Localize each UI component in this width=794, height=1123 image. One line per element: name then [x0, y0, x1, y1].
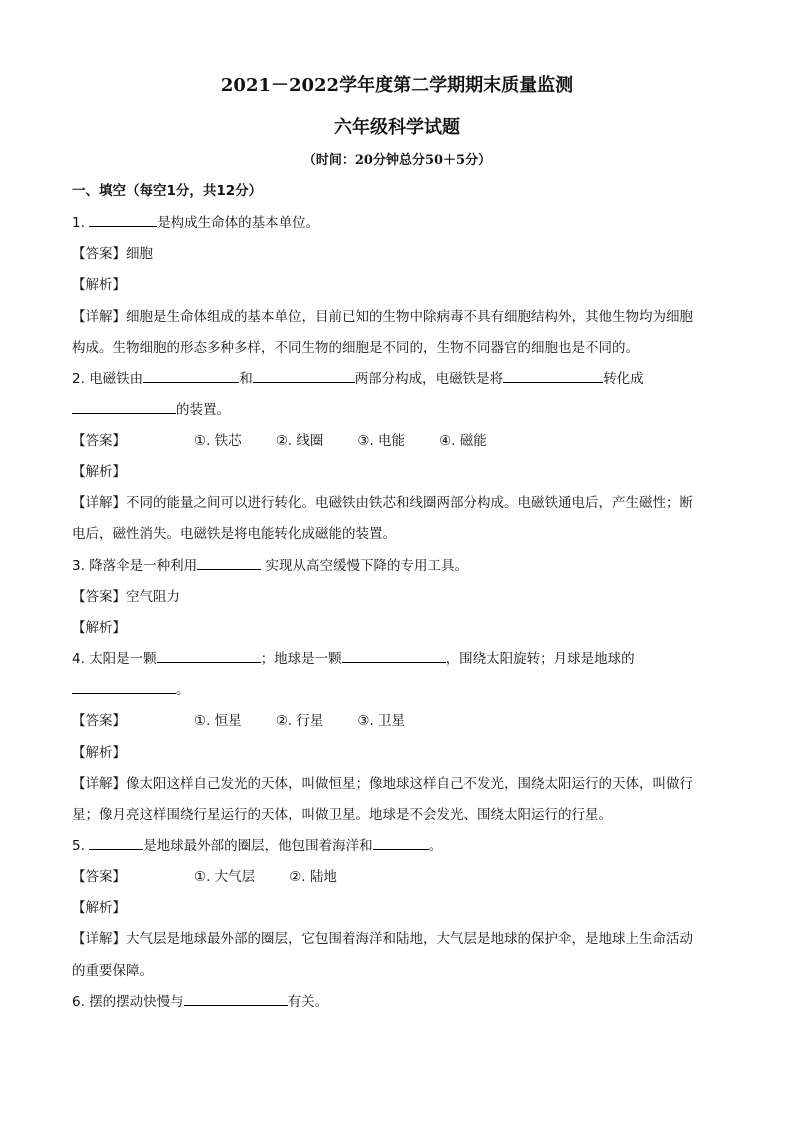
detail-continuation: 构成。生物细胞的形态多种多样，不同生物的细胞是不同的，生物不同器官的细胞也是不同的。 — [72, 340, 639, 356]
detail-text: 不同的能量之间可以进行转化。电磁铁由铁芯和线圈两部分构成。电磁铁通电后，产生磁性；断 — [126, 495, 693, 511]
question-text: 。 — [176, 682, 190, 698]
question-3 — [72, 556, 468, 576]
detail-continuation: 星；像月亮这样围绕行星运行的天体，叫做卫星。地球是不会发光、围绕太阳运行的行星。 — [72, 807, 612, 823]
answer-blank — [373, 836, 429, 850]
detail-line — [72, 774, 693, 794]
answer-blank — [197, 556, 261, 570]
question-text: 有关。 — [287, 994, 329, 1010]
answer-tag: 【答案】 — [72, 869, 126, 885]
answer-blank — [72, 400, 176, 414]
question-6 — [72, 992, 328, 1012]
section-heading: 一、填空（每空1分，共12分） — [72, 183, 263, 199]
detail-continuation: 的重要保障。 — [72, 963, 153, 979]
detail-text: 像太阳这样自己发光的天体，叫做恒星；像地球这样自己不发光，围绕太阳运行的天体，叫做行 — [126, 776, 693, 792]
answer-item: ①. 铁芯 — [194, 433, 242, 449]
answer-line — [72, 244, 153, 264]
question-5 — [72, 836, 442, 856]
answer-line — [72, 711, 405, 731]
question-number: 1. — [72, 215, 85, 231]
detail-tag: 【详解】 — [72, 309, 126, 325]
answer-text: 细胞 — [126, 246, 153, 262]
detail-tag: 【详解】 — [72, 495, 126, 511]
question-text: 实现从高空缓慢下降的专用工具。 — [261, 558, 468, 574]
question-1 — [72, 213, 319, 233]
question-text: 电磁铁由 — [89, 371, 144, 387]
question-text: 是构成生命体的基本单位。 — [157, 215, 320, 231]
answer-tag: 【答案】 — [72, 713, 126, 729]
answer-blank — [342, 649, 446, 663]
exam-time-note: （时间：20分钟总分50＋5分） — [302, 153, 492, 168]
detail-text: 大气层是地球最外部的圈层，它包围着海洋和陆地，大气层是地球的保护伞，是地球上生命活动 — [126, 931, 693, 947]
exam-title: 2021－2022学年度第二学期期末质量监测 — [220, 75, 574, 96]
question-2-continuation — [72, 400, 230, 420]
detail-line — [72, 307, 693, 327]
analysis-tag: 【解析】 — [72, 277, 126, 293]
answer-blank — [157, 649, 261, 663]
answer-item: ③. 卫星 — [357, 713, 406, 729]
answer-item: ②. 陆地 — [289, 869, 337, 885]
question-text: 降落伞是一种利用 — [89, 558, 198, 574]
question-text: 两部分构成，电磁铁是将 — [354, 371, 504, 387]
question-text: 的装置。 — [176, 402, 230, 418]
detail-text: 细胞是生命体组成的基本单位，目前已知的生物中除病毒不具有细胞结构外，其他生物均为细胞 — [126, 309, 693, 325]
answer-tag: 【答案】 — [72, 589, 126, 605]
answer-line — [72, 587, 180, 607]
question-4 — [72, 649, 635, 669]
answer-tag: 【答案】 — [72, 246, 126, 262]
answer-blank — [89, 836, 143, 850]
question-text: 。 — [428, 838, 443, 854]
analysis-tag: 【解析】 — [72, 745, 126, 761]
answer-line — [72, 431, 487, 451]
answer-blank — [184, 992, 288, 1006]
answer-item: ①. 恒星 — [194, 713, 242, 729]
analysis-tag: 【解析】 — [72, 620, 126, 636]
detail-tag: 【详解】 — [72, 776, 126, 792]
analysis-tag: 【解析】 — [72, 464, 126, 480]
detail-line — [72, 493, 693, 513]
question-2 — [72, 369, 644, 389]
question-4-continuation — [72, 680, 190, 700]
answer-blank — [143, 369, 239, 383]
exam-subtitle: 六年级科学试题 — [334, 117, 460, 138]
question-text: 转化成 — [603, 371, 644, 387]
answer-item: ②. 行星 — [275, 713, 324, 729]
answer-item: ①. 大气层 — [194, 869, 256, 885]
question-text: 和 — [239, 371, 253, 387]
answer-blank — [503, 369, 603, 383]
analysis-tag: 【解析】 — [72, 900, 126, 916]
answer-blank — [72, 680, 176, 694]
answer-item: ③. 电能 — [357, 433, 406, 449]
answer-item: ④. 磁能 — [439, 433, 487, 449]
answer-text: 空气阻力 — [126, 589, 180, 605]
question-text: ，围绕太阳旋转；月球是地球的 — [445, 651, 635, 667]
question-number: 4. — [72, 651, 85, 667]
answer-blank — [253, 369, 355, 383]
question-text: 太阳是一颗 — [89, 651, 157, 667]
answer-tag: 【答案】 — [72, 433, 126, 449]
answer-blank — [89, 213, 157, 227]
question-number: 5. — [72, 838, 85, 854]
detail-continuation: 电后，磁性消失。电磁铁是将电能转化成磁能的装置。 — [72, 526, 396, 542]
question-text: ；地球是一颗 — [260, 651, 342, 667]
answer-line — [72, 867, 337, 887]
answer-item: ②. 线圈 — [275, 433, 324, 449]
question-text: 摆的摆动快慢与 — [89, 994, 184, 1010]
question-number: 2. — [72, 371, 85, 387]
question-text: 是地球最外部的圈层，他包围着海洋和 — [143, 838, 373, 854]
question-number: 6. — [72, 994, 85, 1010]
detail-tag: 【详解】 — [72, 931, 126, 947]
question-number: 3. — [72, 558, 85, 574]
detail-line — [72, 929, 693, 949]
